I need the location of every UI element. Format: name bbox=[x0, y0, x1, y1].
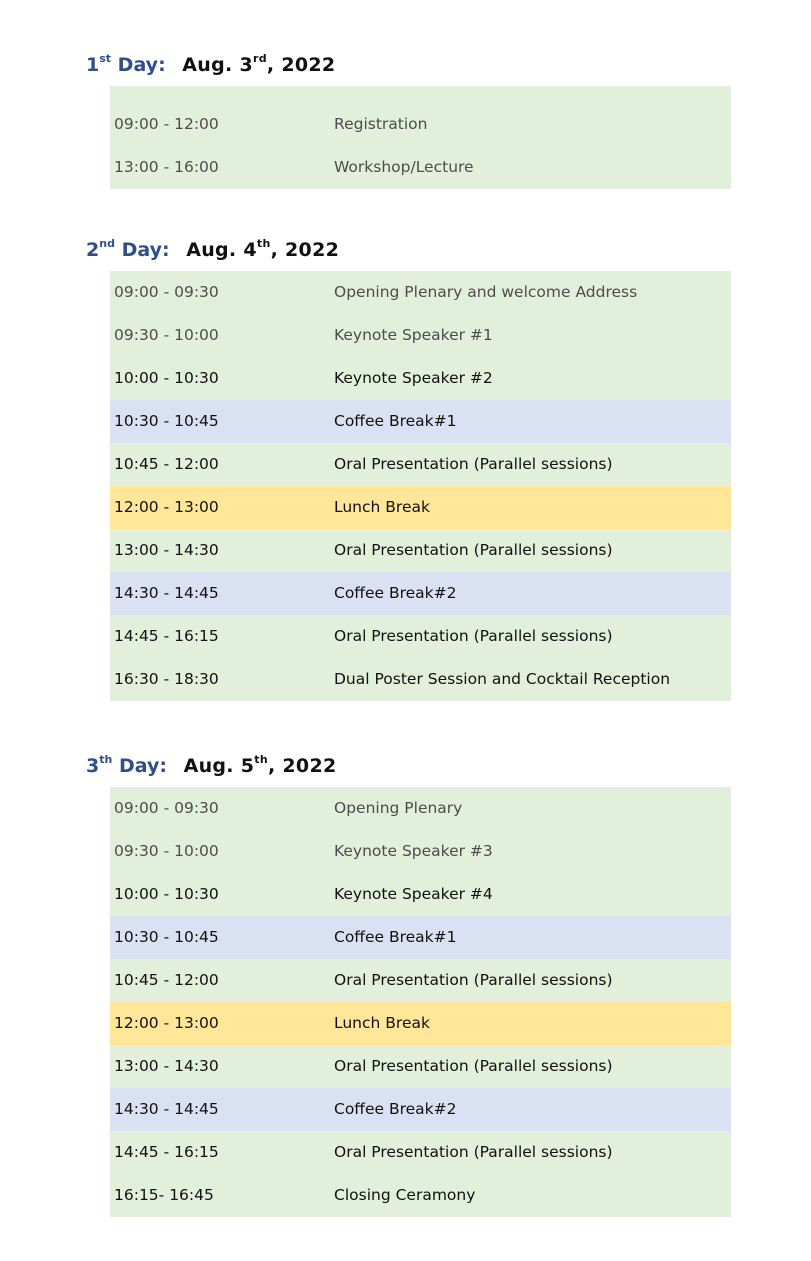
schedule-row bbox=[110, 830, 731, 873]
session-time: 10:30 - 10:45 bbox=[114, 412, 219, 430]
day-1-date: Aug. 3rd, 2022 bbox=[182, 52, 336, 76]
session-time: 10:45 - 12:00 bbox=[114, 455, 219, 473]
session-title: Keynote Speaker #1 bbox=[334, 326, 493, 344]
session-title: Coffee Break#1 bbox=[334, 412, 457, 430]
session-title: Workshop/Lecture bbox=[334, 158, 474, 176]
session-time: 14:30 - 14:45 bbox=[114, 1100, 219, 1118]
schedule-row bbox=[110, 1131, 731, 1174]
session-title: Opening Plenary and welcome Address bbox=[334, 283, 638, 301]
session-title: Registration bbox=[334, 115, 428, 133]
schedule-row bbox=[110, 103, 731, 146]
day-3-schedule bbox=[110, 787, 731, 1217]
session-title: Keynote Speaker #4 bbox=[334, 885, 493, 903]
schedule-row bbox=[110, 314, 731, 357]
schedule-row bbox=[110, 572, 731, 615]
session-title: Keynote Speaker #2 bbox=[334, 369, 493, 387]
session-title: Closing Ceramony bbox=[334, 1186, 476, 1204]
session-title: Opening Plenary bbox=[334, 799, 463, 817]
session-time: 13:00 - 14:30 bbox=[114, 541, 219, 559]
day-2-heading bbox=[86, 235, 339, 265]
session-title: Oral Presentation (Parallel sessions) bbox=[334, 455, 613, 473]
schedule-row bbox=[110, 658, 731, 701]
session-time: 09:00 - 09:30 bbox=[114, 799, 219, 817]
session-title: Oral Presentation (Parallel sessions) bbox=[334, 541, 613, 559]
session-title: Oral Presentation (Parallel sessions) bbox=[334, 627, 613, 645]
schedule-row bbox=[110, 1088, 731, 1131]
session-title: Coffee Break#2 bbox=[334, 584, 457, 602]
session-title: Lunch Break bbox=[334, 498, 430, 516]
schedule-padding bbox=[110, 86, 731, 103]
session-title: Keynote Speaker #3 bbox=[334, 842, 493, 860]
day-2-label: 2nd Day: bbox=[86, 237, 170, 261]
session-time: 13:00 - 16:00 bbox=[114, 158, 219, 176]
session-time: 09:00 - 12:00 bbox=[114, 115, 219, 133]
session-title: Oral Presentation (Parallel sessions) bbox=[334, 971, 613, 989]
schedule-row bbox=[110, 271, 731, 314]
day-3-heading bbox=[86, 751, 336, 781]
schedule-row bbox=[110, 146, 731, 189]
session-time: 16:30 - 18:30 bbox=[114, 670, 219, 688]
schedule-row bbox=[110, 1002, 731, 1045]
schedule-row bbox=[110, 357, 731, 400]
schedule-row bbox=[110, 486, 731, 529]
schedule-row bbox=[110, 873, 731, 916]
session-time: 12:00 - 13:00 bbox=[114, 498, 219, 516]
schedule-row bbox=[110, 1174, 731, 1217]
schedule-row bbox=[110, 916, 731, 959]
session-time: 14:30 - 14:45 bbox=[114, 584, 219, 602]
schedule-row bbox=[110, 529, 731, 572]
session-time: 10:45 - 12:00 bbox=[114, 971, 219, 989]
session-title: Coffee Break#2 bbox=[334, 1100, 457, 1118]
day-2-schedule bbox=[110, 271, 731, 701]
day-1-heading bbox=[86, 50, 335, 80]
session-time: 09:30 - 10:00 bbox=[114, 326, 219, 344]
session-time: 12:00 - 13:00 bbox=[114, 1014, 219, 1032]
day-1-schedule bbox=[110, 86, 731, 189]
session-time: 09:00 - 09:30 bbox=[114, 283, 219, 301]
session-title: Lunch Break bbox=[334, 1014, 430, 1032]
session-time: 13:00 - 14:30 bbox=[114, 1057, 219, 1075]
session-title: Coffee Break#1 bbox=[334, 928, 457, 946]
session-time: 16:15- 16:45 bbox=[114, 1186, 214, 1204]
session-title: Oral Presentation (Parallel sessions) bbox=[334, 1143, 613, 1161]
session-time: 14:45 - 16:15 bbox=[114, 1143, 219, 1161]
session-time: 10:00 - 10:30 bbox=[114, 885, 219, 903]
schedule-row bbox=[110, 787, 731, 830]
schedule-row bbox=[110, 400, 731, 443]
day-1-label: 1st Day: bbox=[86, 52, 166, 76]
day-3-date: Aug. 5th, 2022 bbox=[183, 753, 337, 777]
session-time: 09:30 - 10:00 bbox=[114, 842, 219, 860]
session-title: Dual Poster Session and Cocktail Reception bbox=[334, 670, 671, 688]
schedule-row bbox=[110, 615, 731, 658]
schedule-row bbox=[110, 1045, 731, 1088]
session-time: 10:30 - 10:45 bbox=[114, 928, 219, 946]
session-title: Oral Presentation (Parallel sessions) bbox=[334, 1057, 613, 1075]
day-3-label: 3th Day: bbox=[86, 753, 167, 777]
schedule-row bbox=[110, 959, 731, 1002]
session-time: 14:45 - 16:15 bbox=[114, 627, 219, 645]
schedule-row bbox=[110, 443, 731, 486]
day-2-date: Aug. 4th, 2022 bbox=[186, 237, 340, 261]
session-time: 10:00 - 10:30 bbox=[114, 369, 219, 387]
